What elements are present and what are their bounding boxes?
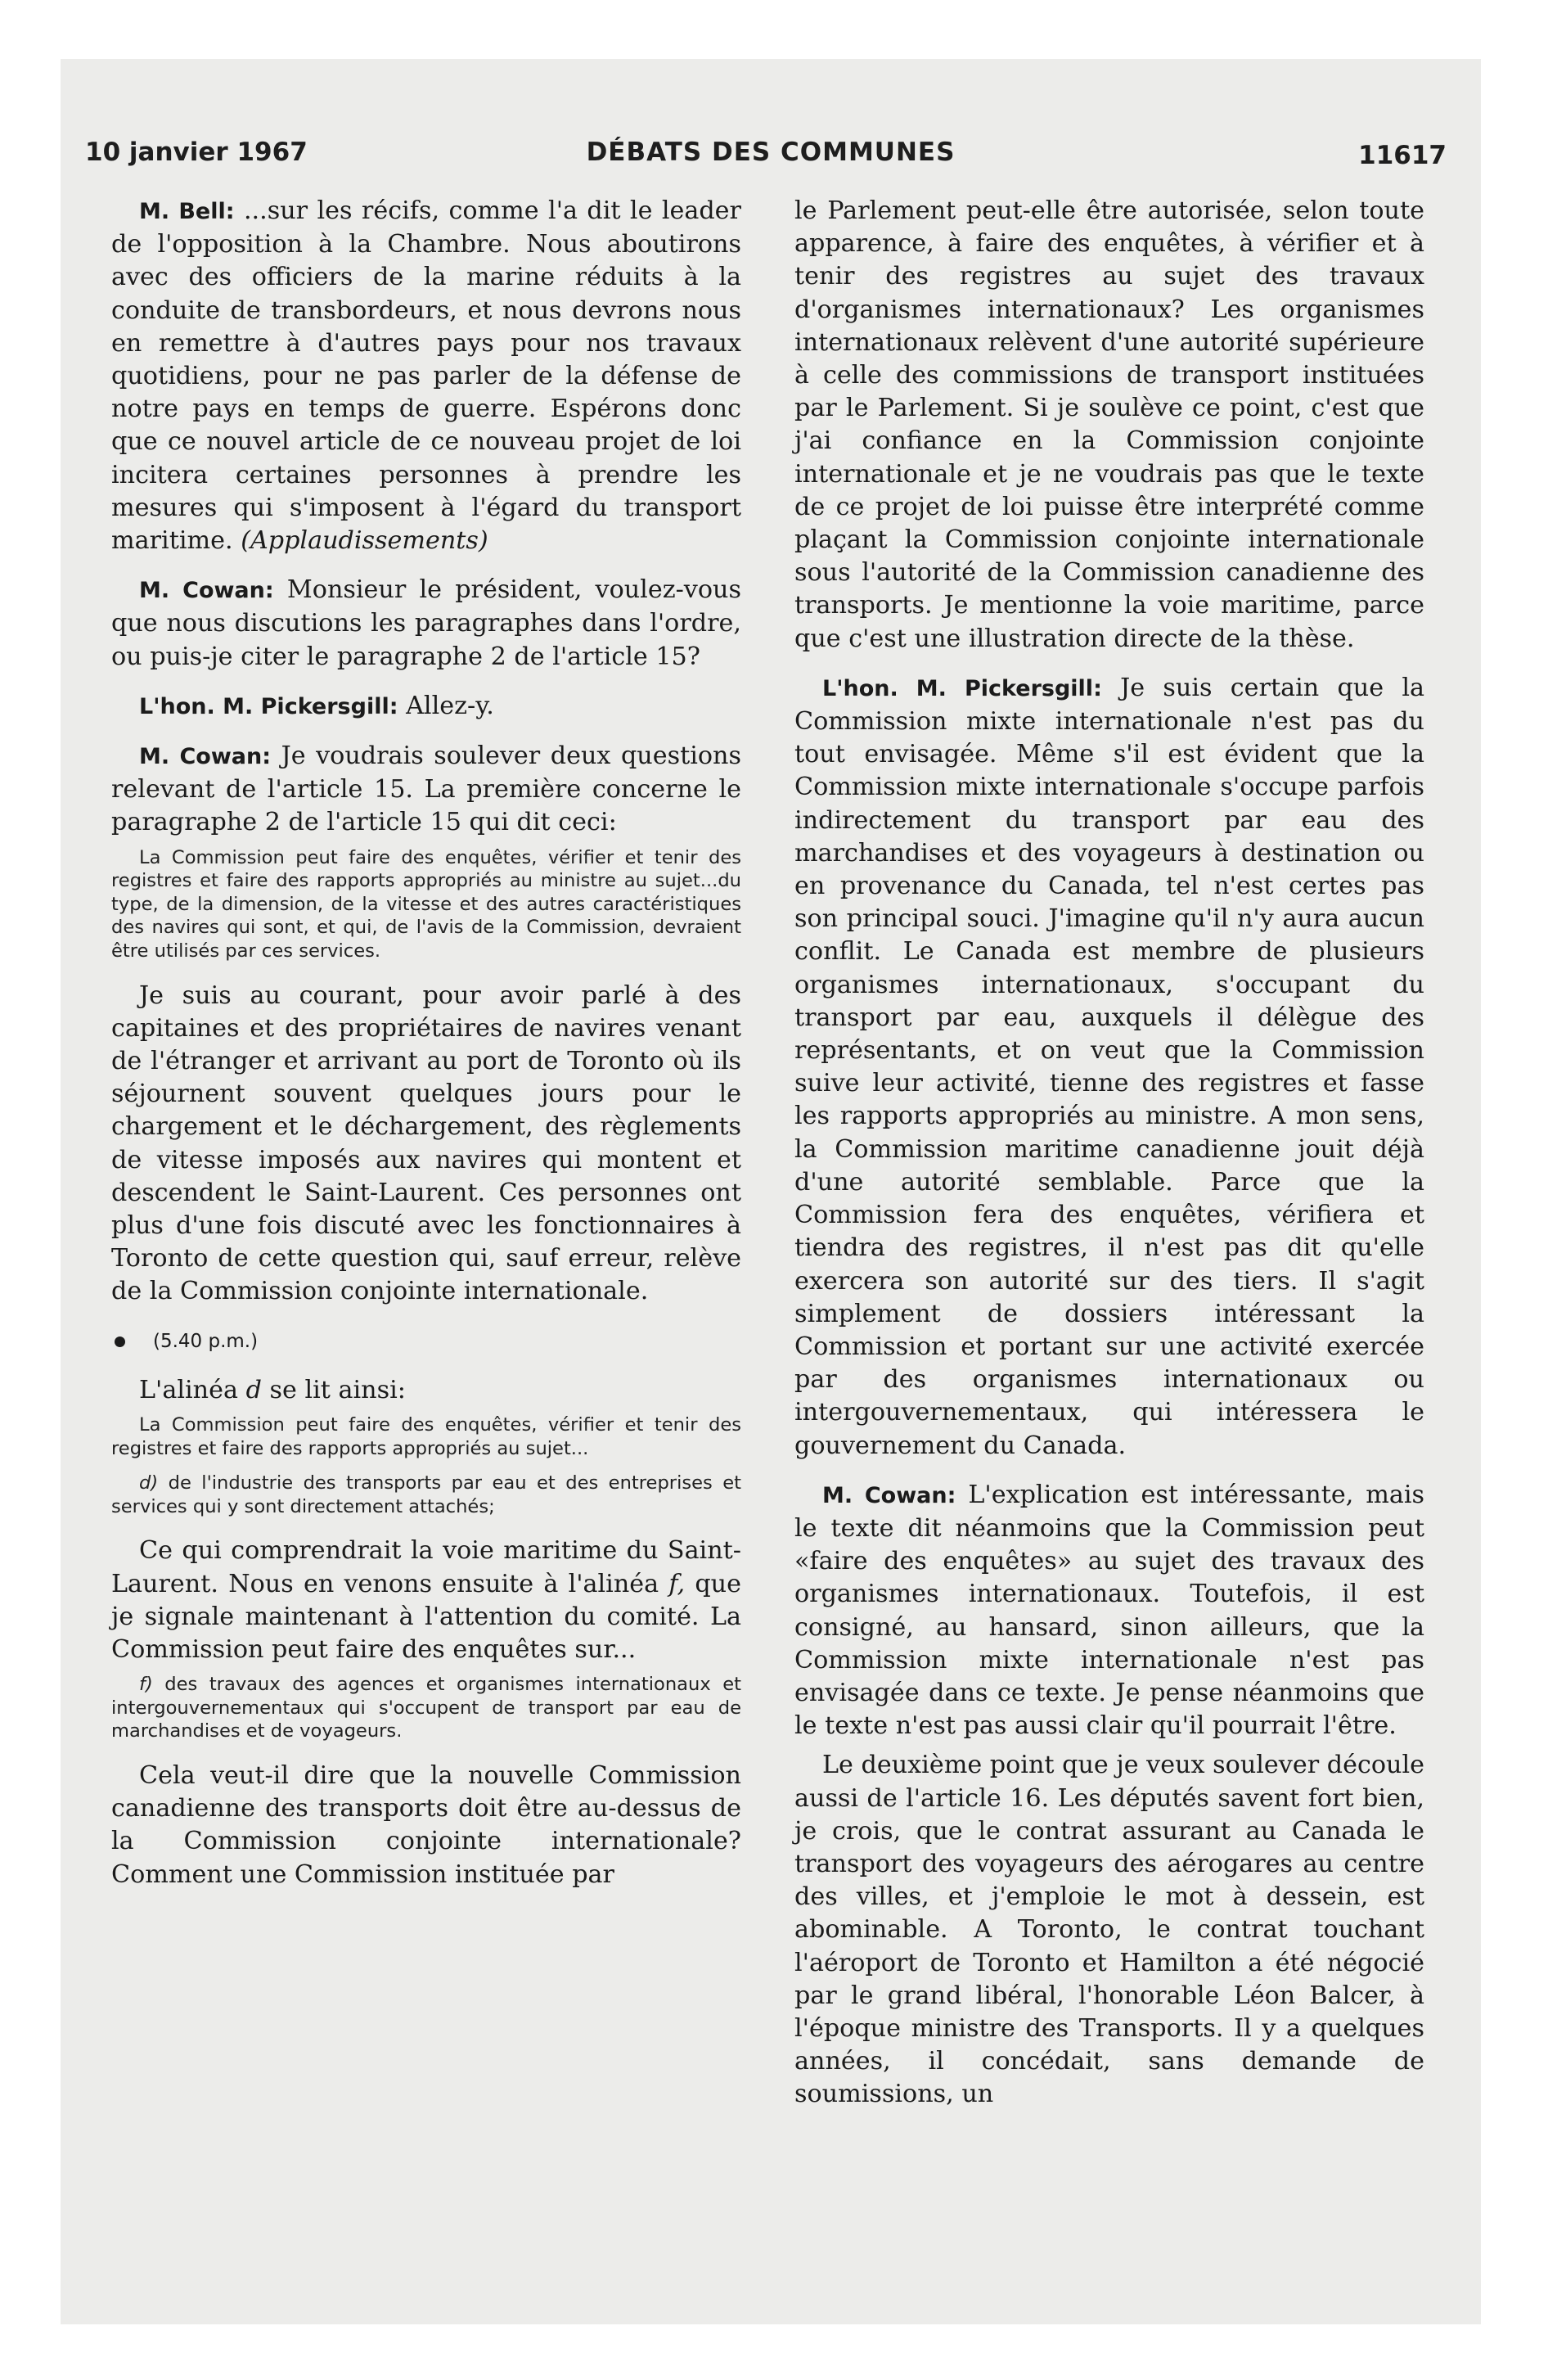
header-page-number: 11617 bbox=[1358, 141, 1447, 170]
stage-direction: (Applaudissements) bbox=[241, 526, 488, 556]
paragraph-text: Ce qui comprendrait la voie maritime du Saint-Laurent. Nous en venons ensuite à l'alinéa bbox=[111, 1536, 741, 1598]
bullet-icon bbox=[115, 1336, 125, 1347]
paragraph-pickersgill-2 bbox=[794, 672, 1424, 1463]
paragraph-bell bbox=[111, 195, 741, 557]
speaker-name: L'hon. M. Pickersgill: bbox=[822, 675, 1102, 701]
block-quote: La Commission peut faire des enquêtes, vérifier et tenir des registres et faire des rapports appropriés au ministre au sujet...du type, de la dimension, de la vitesse et des autres caractéristiques des navires qui sont, et qui, de l'avis de la Commission, devraient être utilisés par ces services. bbox=[111, 846, 741, 962]
paragraph-text: ...sur les récifs, comme l'a dit le leader de l'opposition à la Chambre. Nous aboutirons avec des officiers de la marine réduits à la conduite de transbordeurs, et nous devrons nous en remettre à d'autres pays pour nos travaux quotidiens, pour ne pas parler de la défense de notre pays en temps de guerre. Espérons donc que ce nouvel article de ce nouveau projet de loi incitera certaines personnes à prendre les mesures qui s'imposent à l'égard du transport maritime. bbox=[111, 196, 741, 556]
alinea-letter: d) bbox=[139, 1472, 159, 1494]
quote-text: de l'industrie des transports par eau et des entreprises et services qui y sont directement attachés; bbox=[111, 1472, 741, 1517]
paragraph-text: Monsieur le président, voulez-vous que nous discutions les paragraphes dans l'ordre, ou puis-je citer le paragraphe 2 de l'article 15? bbox=[111, 575, 741, 671]
page-header bbox=[61, 137, 1481, 187]
paragraph-text: Je suis certain que la Commission mixte internationale n'est pas du tout envisagée. Même s'il est évident que la Commission mixte internationale s'occupe parfois indirectement du transport par eau des marchandises et des voyageurs à destination ou en provenance du Canada, tel n'est certes pas son principal souci. J'imagine qu'il n'y aura aucun conflit. Le Canada est membre de plusieurs organismes internationaux, s'occupant du transport par eau, auxquels il délègue des représentants, et on veut que la Commission suive leur activité, tienne des registres et fasse les rapports appropriés au ministre. A mon sens, la Commission maritime canadienne jouit déjà d'une autorité semblable. Parce que la Commission fera des enquêtes, vérifiera et tiendra des registres, il n'est pas dit qu'elle exercera son autorité sur des tiers. Il s'agit simplement de dossiers intéressant la Commission et portant sur une activité exercée par des organismes internationaux ou intergouvernementaux, qui intéressera le gouvernement du Canada. bbox=[794, 673, 1425, 1460]
speaker-name: M. Bell: bbox=[139, 199, 235, 224]
block-quote-item-f bbox=[111, 1673, 741, 1743]
paragraph-text: L'alinéa bbox=[139, 1375, 238, 1404]
time-stamp: (5.40 p.m.) bbox=[153, 1330, 259, 1352]
paragraph-text: que je signale maintenant à l'attention du comité. La Commission peut faire des enquêtes sur... bbox=[111, 1569, 741, 1665]
paragraph-text-block: Cela veut-il dire que la nouvelle Commission canadienne des transports doit être au-dessus de la Commission conjointe internationale? Comment une Commission instituée par bbox=[111, 1761, 741, 1889]
paragraph-cowan-3 bbox=[794, 1479, 1424, 1743]
paragraph-text: L'explication est intéressante, mais le texte dit néanmoins que la Commission peut «faire des enquêtes» au sujet des travaux des organismes internationaux. Toutefois, il est consigné, au hansard, sinon ailleurs, que la Commission mixte internationale n'est pas envisagée dans ce texte. Je pense néanmoins que le texte n'est pas aussi clair qu'il pourrait l'être. bbox=[794, 1480, 1424, 1741]
alinea-letter: f) bbox=[139, 1674, 153, 1696]
right-column bbox=[794, 195, 1424, 2128]
header-date: 10 janvier 1967 bbox=[85, 137, 308, 167]
paragraph-text-block: Je suis au courant, pour avoir parlé à des capitaines et des propriétaires de navires venant de l'étranger et arrivant au port de Toronto où ils séjournent souvent quelques jours pour le chargement et le déchargement, des règlements de vitesse imposés aux navires qui montent et descendent le Saint-Laurent. Ces personnes ont plus d'une fois discuté avec les fonctionnaires à Toronto de cette question qui, sauf erreur, relève de la Commission conjointe internationale. bbox=[111, 980, 741, 1306]
paragraph-cowan-2 bbox=[111, 740, 741, 840]
alinea-letter: d bbox=[245, 1375, 262, 1404]
paragraph-text-block: Le deuxième point que je veux soulever découle aussi de l'article 16. Les députés savent fort bien, je crois, que le contrat assurant au Canada le transport des voyageurs des aérogares au centre des villes, et j'emploie le mot à dessein, est abominable. A Toronto, le contrat touchant l'aéroport de Toronto et Hamilton a été négocié par le grand libéral, l'honorable Léon Balcer, à l'époque ministre des Transports. Il y a quelques années, il concédait, sans demande de soumissions, un bbox=[794, 1751, 1424, 2109]
alinea-letter: f, bbox=[668, 1569, 686, 1598]
speaker-name: M. Cowan: bbox=[139, 578, 274, 604]
left-column bbox=[111, 195, 741, 1908]
header-title: DÉBATS DES COMMUNES bbox=[586, 137, 956, 167]
paragraph-cowan-1 bbox=[111, 574, 741, 674]
speaker-name: L'hon. M. Pickersgill: bbox=[139, 693, 398, 719]
paragraph-text-block: le Parlement peut-elle être autorisée, selon toute apparence, à faire des enquêtes, à vérifier et à tenir des registres au sujet des travaux d'organismes internationaux? Les organismes internationaux relèvent d'une autorité supérieure à celle des commissions de transport instituées par le Parlement. Si je soulève ce point, c'est que j'ai confiance en la Commission conjointe internationale et je ne voudrais pas que le texte de ce projet de loi puisse être interprété comme plaçant la Commission conjointe internationale sous l'autorité de la Commission canadienne des transports. Je mentionne la voie maritime, parce que c'est une illustration directe de la thèse. bbox=[794, 196, 1424, 653]
document-page bbox=[61, 59, 1481, 2324]
paragraph-alinea-f bbox=[111, 1535, 741, 1666]
quote-text: des travaux des agences et organismes internationaux et intergouvernementaux qui s'occupent de transport par eau de marchandises et de voyageurs. bbox=[111, 1674, 741, 1742]
block-quote: La Commission peut faire des enquêtes, vérifier et tenir des registres et faire des rapports appropriés au sujet... bbox=[111, 1414, 741, 1459]
paragraph-alinea-d bbox=[111, 1374, 741, 1407]
block-quote-item-d bbox=[111, 1472, 741, 1518]
paragraph-text: se lit ainsi: bbox=[269, 1375, 406, 1404]
paragraph-text: Je voudrais soulever deux questions relevant de l'article 15. La première concerne le paragraphe 2 de l'article 15 qui dit ceci: bbox=[111, 741, 741, 837]
speaker-name: M. Cowan: bbox=[822, 1482, 956, 1508]
time-stamp-line bbox=[111, 1325, 741, 1358]
paragraph-text: Allez-y. bbox=[406, 691, 494, 720]
paragraph-pickersgill-1 bbox=[111, 690, 741, 723]
speaker-name: M. Cowan: bbox=[139, 744, 272, 770]
